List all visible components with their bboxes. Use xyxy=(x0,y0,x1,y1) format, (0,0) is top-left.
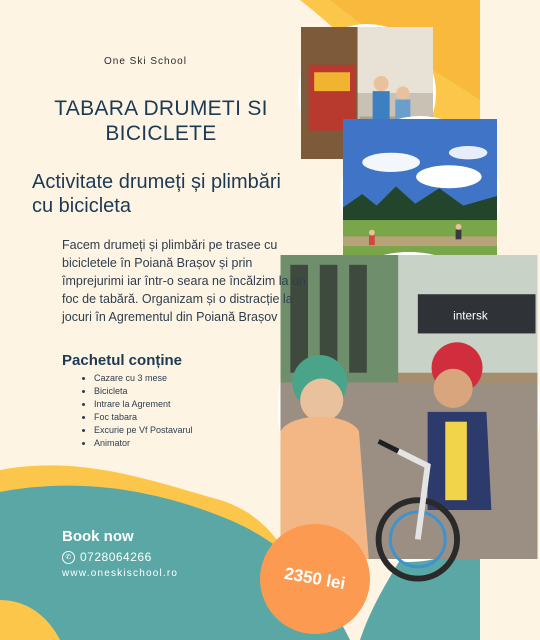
website-link[interactable]: www.oneskischool.ro xyxy=(62,568,179,579)
package-item: • Animator xyxy=(94,437,193,450)
package-item: • Intrare la Agrement xyxy=(94,398,193,411)
description-text: Facem drumeți și plimbări pe trasee cu bicicletele în Poiană Brașov și prin împrejurimi iar într-o seara ne încălzim la un foc de tabără. Organizam și o distracție la jocuri în Agrementul din Poiană Brașov xyxy=(62,238,306,324)
package-title: Pachetul conține xyxy=(62,352,183,369)
price-badge xyxy=(260,524,370,634)
package-item: • Cazare cu 3 mese xyxy=(94,372,193,385)
phone-number[interactable]: 0728064266 xyxy=(80,550,152,564)
phone-contact[interactable] xyxy=(62,550,152,564)
package-item: • Excurie pe Vf Postavarul xyxy=(94,424,193,437)
brand-name: One Ski School xyxy=(104,56,187,67)
package-item: • Foc tabara xyxy=(94,411,193,424)
book-now-label[interactable]: Book now xyxy=(62,528,134,545)
photo-children-bikes xyxy=(278,252,540,562)
photo-sign-text: intersk xyxy=(453,309,488,323)
subtitle: Activitate drumeți și plimbări cu bicicleta xyxy=(32,171,281,217)
price-text: 2350 lei xyxy=(283,563,347,594)
page-title: TABARA DRUMETI SI BICICLETE xyxy=(54,97,268,145)
package-list xyxy=(80,372,193,450)
package-item: • Bicicleta xyxy=(94,385,193,398)
phone-icon: ✆ xyxy=(62,551,75,564)
